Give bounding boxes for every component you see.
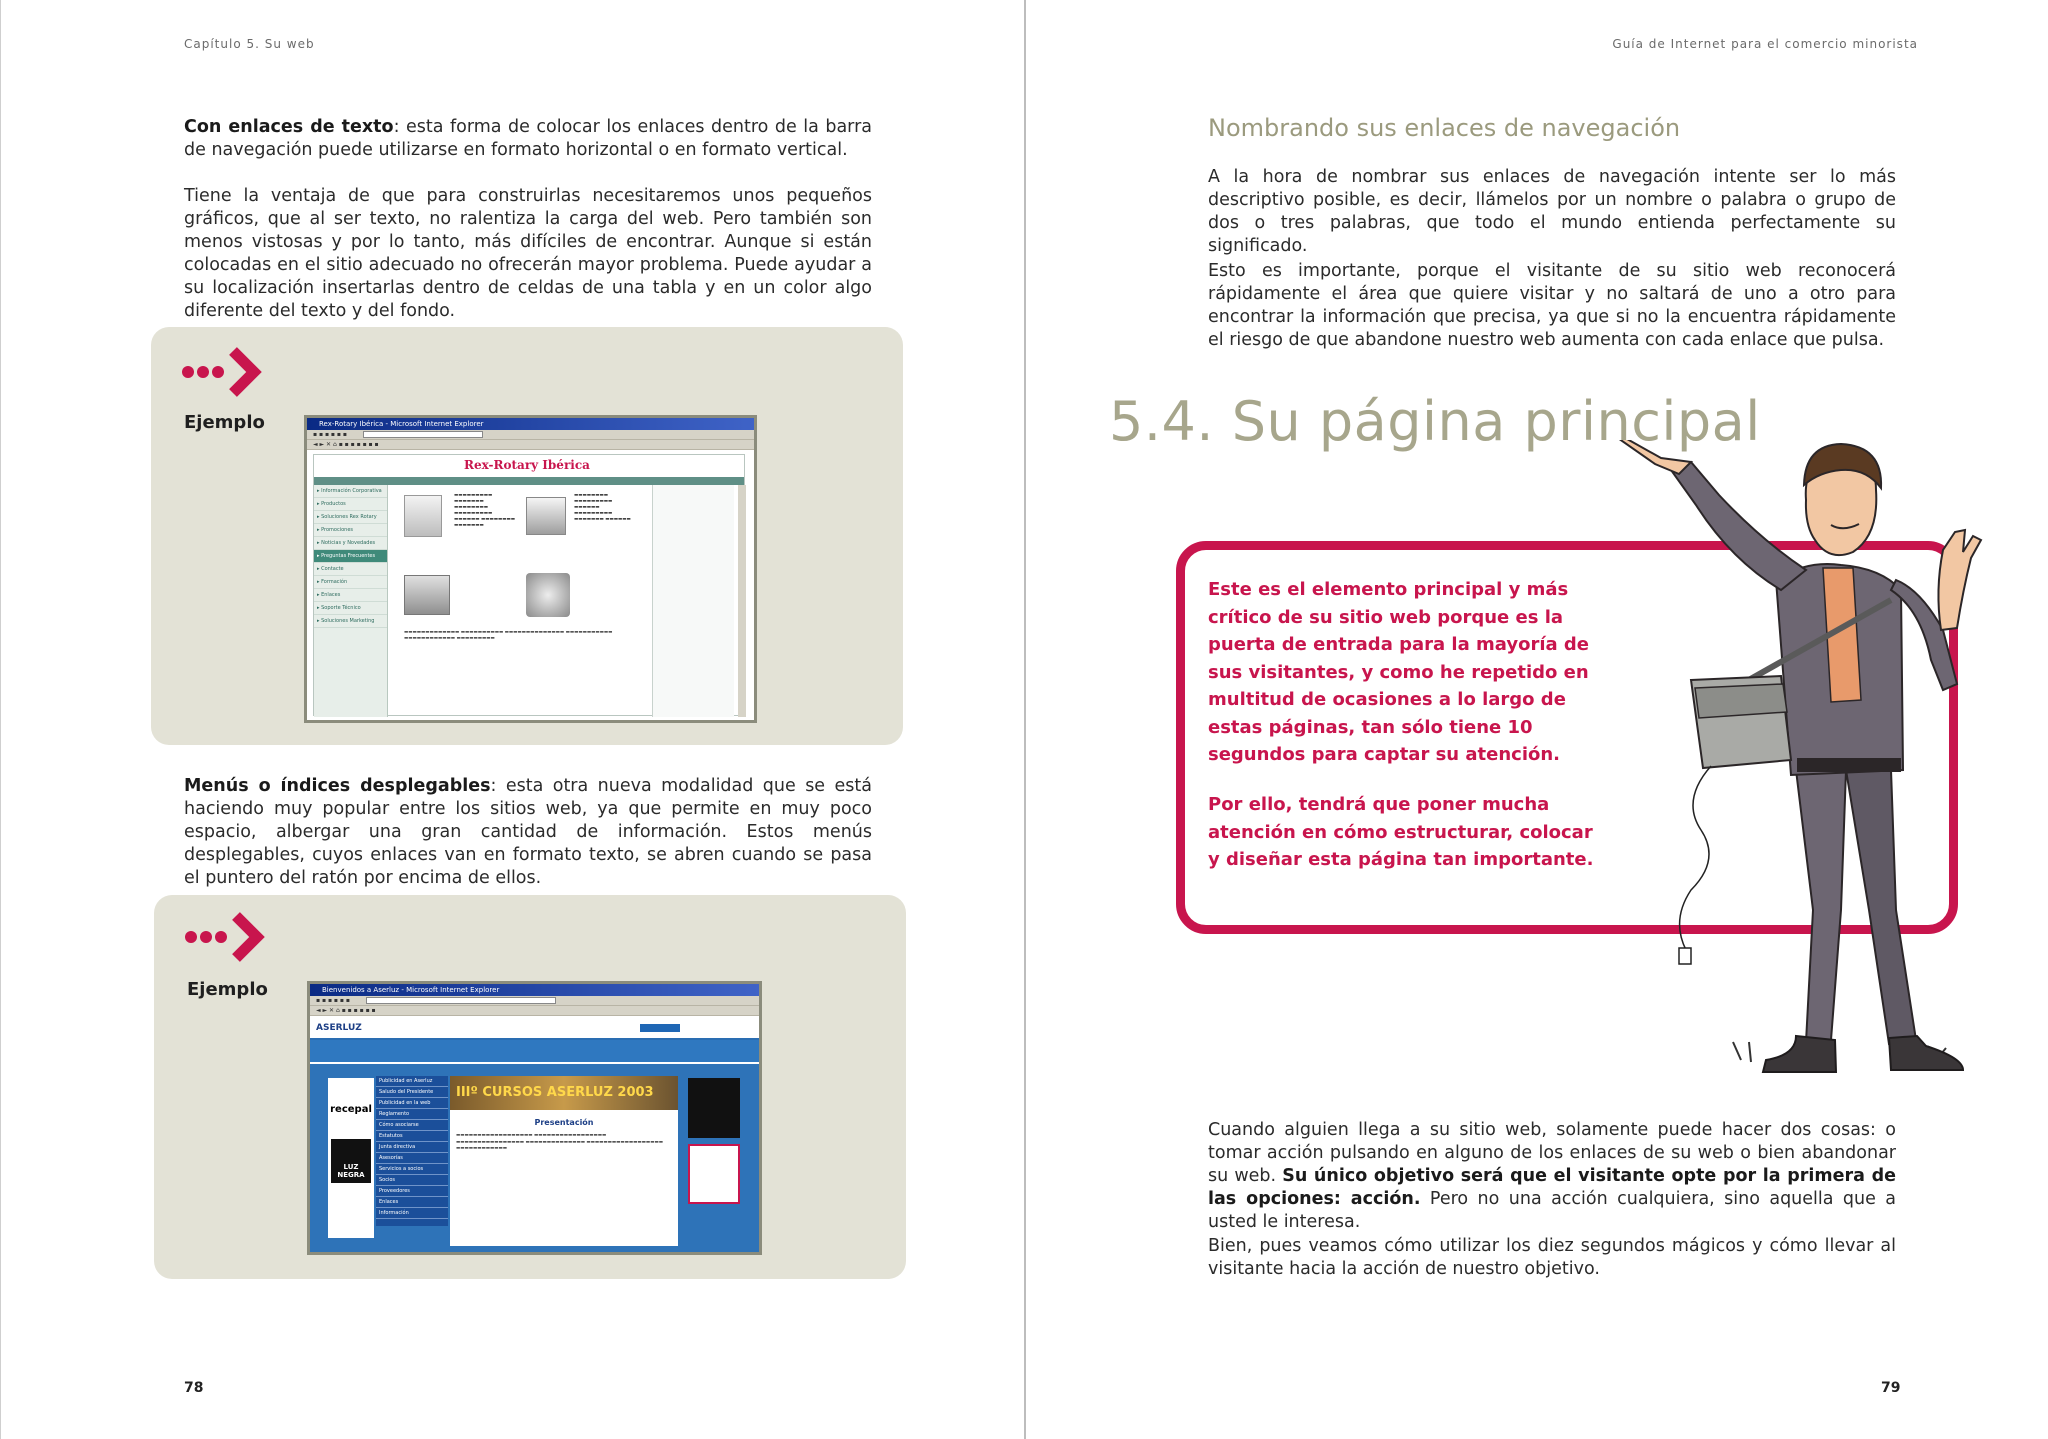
site-nav-list	[314, 485, 387, 628]
site-nav-item[interactable]: ▸ Preguntas Frecuentes	[314, 550, 387, 563]
dots-arrow-icon	[184, 912, 266, 962]
dropdown-menu[interactable]	[376, 1076, 448, 1226]
running-head-left: Capítulo 5. Su web	[184, 37, 315, 51]
site-nav-item[interactable]: ▸ Productos	[314, 498, 387, 511]
printer-image	[526, 497, 566, 535]
browser-title-bar: Bienvenidos a Aserluz - Microsoft Internet Explorer	[310, 984, 759, 996]
dropdown-menu-item[interactable]: Socios	[376, 1175, 448, 1186]
emphasis-objective: Su único objetivo será que el visitante opte por la primera de las opciones: acción.	[1208, 1166, 1896, 1209]
site-nav-item[interactable]: ▸ Noticias y Novedades	[314, 537, 387, 550]
laser-printer-image	[526, 573, 570, 617]
side-ad-top[interactable]	[688, 1078, 740, 1138]
screenshot-aserluz	[307, 981, 762, 1255]
example-box-1	[151, 327, 903, 745]
dropdown-menu-item[interactable]: Enlaces	[376, 1197, 448, 1208]
site-nav-item[interactable]: ▸ Soporte Técnico	[314, 602, 387, 615]
site-header	[310, 1018, 759, 1040]
page-number-right: 79	[1881, 1380, 1901, 1396]
section-heading: 5.4. Su página principal	[1109, 390, 1761, 453]
browser-toolbar: ◄ ► ✕ ⌂ ▪ ▪ ▪ ▪ ▪ ▪	[310, 1006, 759, 1016]
paragraph-naming: A la hora de nombrar sus enlaces de navegación intente ser lo más descriptivo posible, es decir, llámelos por un nombre o palabra o grupo de dos o tres palabras, que todo el mundo entienda perfectamente su significado.	[1208, 167, 1896, 256]
scanner-image	[404, 575, 450, 615]
site-nav-strip	[310, 1040, 759, 1062]
site-nav-item[interactable]: ▸ Soluciones Rex Rotary	[314, 511, 387, 524]
site-nav-item[interactable]: ▸ Promociones	[314, 524, 387, 537]
web-page-area	[310, 1018, 759, 1252]
browser-title-bar: Rex-Rotary Ibérica - Microsoft Internet Explorer	[307, 418, 754, 430]
scrollbar[interactable]	[738, 485, 746, 717]
dropdown-menu-item[interactable]: Reglamento	[376, 1109, 448, 1120]
courses-banner: IIIº CURSOS ASERLUZ 2003	[450, 1076, 678, 1110]
paragraph-dropdown-menus: Menús o índices desplegables: esta otra nueva modalidad que se está haciendo muy popular entre los sitios web, ya que permite en muy poco espacio, albergar una gran cantidad de información. Estos menús desplegables, cuyos enlaces van en formato texto, se abren cuando se pasa el puntero del ratón por encima de ellos.	[184, 776, 872, 888]
right-page	[1024, 0, 2048, 1439]
running-head-right: Guía de Internet para el comercio minorista	[1612, 37, 1918, 51]
browser-toolbar: ◄ ► ✕ ⌂ ▪ ▪ ▪ ▪ ▪ ▪ ▪	[307, 440, 754, 450]
sponsor-logo-recepal: recepal	[330, 1104, 372, 1115]
dropdown-menu-item[interactable]: Cómo asociarse	[376, 1120, 448, 1131]
product-description: ▬▬▬▬▬▬▬▬▬▬▬▬▬ ▬▬▬▬▬▬▬▬▬▬ ▬▬▬▬▬▬▬▬▬▬▬▬▬▬ ▬▬▬▬▬▬▬▬▬▬▬ ▬▬▬▬▬▬▬▬▬▬▬▬ ▬▬▬▬▬▬▬▬▬	[404, 630, 613, 641]
web-page-area	[313, 454, 745, 716]
site-nav-strip	[314, 477, 744, 485]
copier-image	[404, 495, 442, 537]
dropdown-menu-item[interactable]: Información	[376, 1208, 448, 1219]
site-nav-item[interactable]: ▸ Soluciones Marketing	[314, 615, 387, 628]
site-logo: Rex-Rotary Ibérica	[464, 458, 590, 472]
presentation-heading: Presentación	[534, 1118, 594, 1127]
site-nav-item[interactable]: ▸ Información Corporativa	[314, 485, 387, 498]
header-button[interactable]	[640, 1024, 680, 1032]
paragraph-ten-seconds: Bien, pues veamos cómo utilizar los diez segundos mágicos y cómo llevar al visitante hacia la acción de nuestro objetivo.	[1208, 1236, 1896, 1279]
dropdown-menu-item[interactable]: Publicidad en la web	[376, 1098, 448, 1109]
example-label-2: Ejemplo	[187, 979, 268, 1000]
dropdown-menu-item[interactable]: Asesorías	[376, 1153, 448, 1164]
browser-menu-bar: ▪ ▪ ▪ ▪ ▪ ▪	[307, 430, 754, 440]
side-ad-bottom[interactable]	[688, 1144, 740, 1204]
site-nav-item[interactable]: ▸ Enlaces	[314, 589, 387, 602]
term-dropdown-menus: Menús o índices desplegables	[184, 776, 491, 796]
site-right-column	[652, 485, 734, 717]
site-nav-item[interactable]: ▸ Contacte	[314, 563, 387, 576]
subheading-naming-links: Nombrando sus enlaces de navegación	[1208, 114, 1681, 142]
dropdown-menu-item[interactable]: Proveedores	[376, 1186, 448, 1197]
dropdown-menu-item[interactable]: Publicidad en Aserluz	[376, 1076, 448, 1087]
dropdown-menu-list	[376, 1076, 448, 1219]
man-pointing-illustration	[1591, 440, 2011, 1100]
sponsor-column	[328, 1078, 374, 1238]
paragraph-text-links: Con enlaces de texto: esta forma de colocar los enlaces dentro de la barra de navegación puede utilizarse en formato horizontal o en formato vertical.	[184, 117, 872, 160]
site-nav-item[interactable]: ▸ Formación	[314, 576, 387, 589]
product-text-block-2: ▬▬▬▬▬▬▬▬ ▬▬▬▬▬▬▬▬▬ ▬▬▬▬▬▬ ▬▬▬▬▬▬▬▬▬ ▬▬▬▬▬▬▬ ▬▬▬▬▬▬	[574, 493, 631, 522]
site-sidebar	[314, 485, 388, 717]
dropdown-menu-item[interactable]: Saludo del Presidente	[376, 1087, 448, 1098]
page-number-left: 78	[184, 1380, 204, 1396]
paragraph-importance: Esto es importante, porque el visitante de su sitio web reconocerá rápidamente el área que quiere visitar y no saltará de uno a otro para encontrar la información que precisa, ya que si no la encuentra rápidamente el riesgo de que abandone nuestro web aumenta con cada enlace que pulsa.	[1208, 261, 1896, 350]
dropdown-menu-item[interactable]: Servicios a socios	[376, 1164, 448, 1175]
screenshot-rex-rotary	[304, 415, 757, 723]
paragraph-visitor-action: Cuando alguien llega a su sitio web, solamente puede hacer dos cosas: o tomar acción pulsando en alguno de los enlaces de su web o bien abandonar su web. Su único objetivo será que el visitante opte por la primera de las opciones: acción. Pero no una acción cualquiera, sino aquella que a usted le interesa.	[1208, 1120, 1897, 1232]
site-header	[314, 455, 744, 477]
term-text-links: Con enlaces de texto	[184, 117, 394, 137]
dots-arrow-icon	[181, 347, 263, 397]
example-box-2	[154, 895, 906, 1279]
dropdown-menu-item[interactable]: Estatutos	[376, 1131, 448, 1142]
presentation-text: ▬▬▬▬▬▬▬▬▬▬▬▬▬▬▬▬▬▬ ▬▬▬▬▬▬▬▬▬▬▬▬▬▬▬▬▬ ▬▬▬▬▬▬▬▬▬▬▬▬▬▬▬▬ ▬▬▬▬▬▬▬▬▬▬▬▬▬▬ ▬▬▬▬▬▬▬▬▬▬▬▬▬▬▬▬▬▬ ▬▬▬▬▬▬▬▬▬▬▬▬	[456, 1133, 663, 1151]
callout-text-2: Por ello, tendrá que poner mucha atención en cómo estructurar, colocar y diseñar esta página tan importante.	[1208, 794, 1594, 870]
example-label-1: Ejemplo	[184, 412, 265, 433]
callout-text-1: Este es el elemento principal y más crítico de su sitio web porque es la puerta de entrada para la mayoría de sus visitantes, y como he repetido en multitud de ocasiones a lo largo de estas páginas, tan sólo tiene 10 segundos para captar su atención.	[1208, 579, 1590, 765]
sponsor-logo-luz-negra: LUZ NEGRA	[331, 1139, 371, 1183]
content-panel	[450, 1076, 678, 1246]
browser-menu-bar: ▪ ▪ ▪ ▪ ▪ ▪	[310, 996, 759, 1006]
dropdown-menu-item[interactable]: Junta directiva	[376, 1142, 448, 1153]
product-text-block: ▬▬▬▬▬▬▬▬▬ ▬▬▬▬▬▬▬ ▬▬▬▬▬▬▬▬ ▬▬▬▬▬▬▬▬▬ ▬▬▬▬▬▬ ▬▬▬▬▬▬▬▬ ▬▬▬▬▬▬▬	[454, 493, 515, 528]
site-logo: ASERLUZ	[316, 1023, 362, 1033]
left-page	[0, 0, 1022, 1439]
paragraph-advantages: Tiene la ventaja de que para construirlas necesitaremos unos pequeños gráficos, que al ser texto, no ralentiza la carga del web. Pero también son menos vistosas y por lo tanto, más difíciles de encontrar. Aunque si están colocadas en el sitio adecuado no ofrecerán mayor problema. Puede ayudar a su localización insertarlas dentro de celdas de una tabla y en un color algo diferente del texto y del fondo.	[184, 186, 872, 321]
